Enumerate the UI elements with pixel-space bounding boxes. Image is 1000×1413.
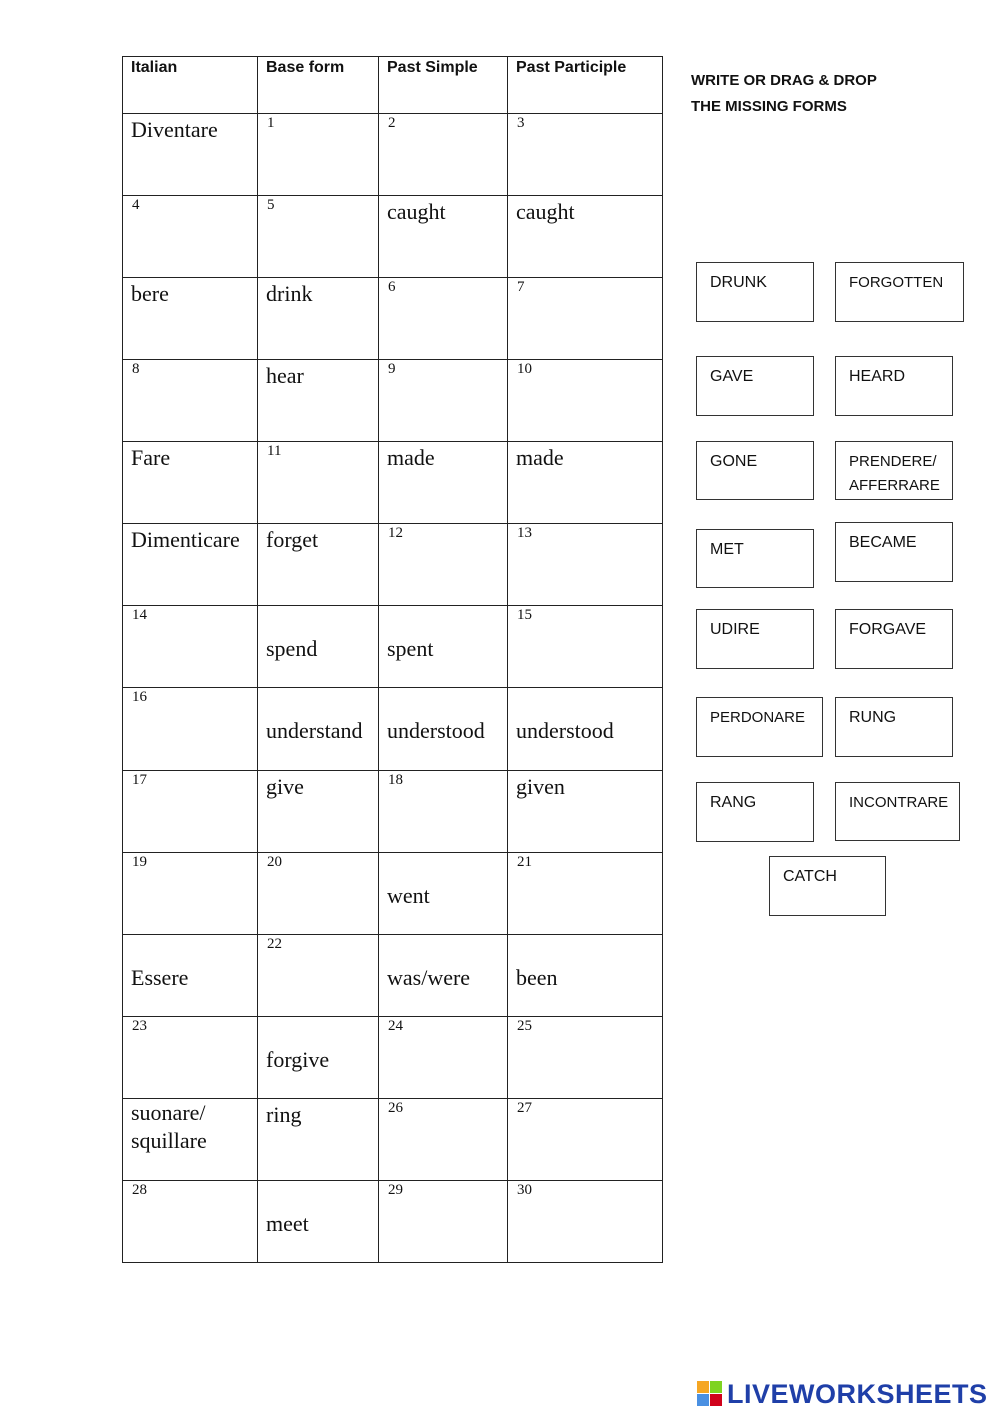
gap-number: 24 (388, 1017, 403, 1034)
word-tile[interactable]: BECAME (835, 522, 953, 582)
answer-input-italian[interactable] (149, 200, 251, 270)
cell-base-form (258, 1098, 379, 1180)
cell-past-participle (508, 852, 663, 934)
answer-input-past-simple[interactable] (405, 364, 501, 434)
cell-past-simple (379, 1016, 508, 1098)
answer-input-past-simple[interactable] (405, 775, 501, 845)
instruction-line-1: WRITE OR DRAG & DROP (691, 72, 877, 89)
cell-past-participle (508, 196, 663, 278)
cell-text: forgive (266, 1046, 330, 1072)
cell-text: went (387, 882, 430, 908)
answer-input-base-form[interactable] (284, 446, 372, 516)
cell-text: given (516, 773, 565, 799)
table-body (123, 114, 663, 1263)
cell-text: meet (266, 1210, 309, 1236)
answer-input-past-participle[interactable] (534, 282, 656, 352)
cell-base-form (258, 688, 379, 770)
gap-number: 21 (517, 853, 532, 870)
cell-past-participle (508, 770, 663, 852)
gap-number: 30 (517, 1181, 532, 1198)
answer-input-italian[interactable] (149, 1185, 251, 1255)
answer-input-italian[interactable] (149, 692, 251, 762)
cell-past-simple (379, 114, 508, 196)
cell-text: forget (266, 527, 319, 553)
cell-italian (123, 524, 258, 606)
cell-italian (123, 360, 258, 442)
cell-italian (123, 688, 258, 770)
word-tile[interactable]: DRUNK (696, 262, 814, 322)
table-row (123, 1180, 663, 1262)
cell-past-participle (508, 278, 663, 360)
cell-text: Dimenticare (131, 527, 240, 553)
answer-input-past-simple[interactable] (405, 1103, 501, 1173)
gap-number: 13 (517, 525, 532, 542)
cell-text: spent (387, 636, 434, 662)
answer-input-italian[interactable] (149, 1021, 251, 1091)
word-tile[interactable]: RUNG (835, 697, 953, 757)
logo-icon (697, 1381, 723, 1407)
cell-italian (123, 278, 258, 360)
word-tile[interactable]: PERDONARE (696, 697, 823, 757)
verb-forms-table (122, 56, 663, 1263)
table-row (123, 852, 663, 934)
answer-input-past-simple[interactable] (405, 1185, 501, 1255)
gap-number: 8 (132, 361, 140, 378)
cell-past-participle (508, 360, 663, 442)
word-tile[interactable]: FORGAVE (835, 609, 953, 669)
cell-base-form (258, 442, 379, 524)
cell-past-participle (508, 442, 663, 524)
cell-text: Fare (131, 445, 171, 471)
cell-text: made (516, 445, 564, 471)
table-row (123, 1016, 663, 1098)
cell-text: Essere (131, 964, 189, 990)
answer-input-base-form[interactable] (284, 118, 372, 188)
gap-number: 12 (388, 525, 403, 542)
cell-text: ring (266, 1101, 302, 1127)
table-row (123, 934, 663, 1016)
answer-input-past-participle[interactable] (534, 528, 656, 598)
cell-base-form (258, 770, 379, 852)
answer-input-past-participle[interactable] (534, 857, 656, 927)
cell-base-form (258, 114, 379, 196)
cell-text: spend (266, 636, 318, 662)
cell-past-participle (508, 1016, 663, 1098)
word-tile[interactable]: GAVE (696, 356, 814, 416)
cell-italian (123, 770, 258, 852)
cell-italian (123, 852, 258, 934)
cell-text: understood (387, 718, 485, 744)
header-past-simple: Past Simple (379, 57, 508, 114)
cell-italian (123, 1016, 258, 1098)
answer-input-past-participle[interactable] (534, 610, 656, 680)
cell-past-simple (379, 1180, 508, 1262)
cell-text: understand (266, 718, 363, 744)
table-row (123, 606, 663, 688)
cell-base-form (258, 360, 379, 442)
answer-input-past-simple[interactable] (405, 528, 501, 598)
table-row (123, 1098, 663, 1180)
gap-number: 5 (267, 197, 275, 214)
header-past-participle: Past Participle (508, 57, 663, 114)
table-row (123, 524, 663, 606)
cell-italian (123, 114, 258, 196)
cell-text: was/were (387, 964, 471, 990)
cell-text: caught (387, 199, 446, 225)
cell-base-form (258, 524, 379, 606)
cell-text (131, 1099, 251, 1155)
cell-base-form (258, 278, 379, 360)
cell-base-form (258, 1016, 379, 1098)
cell-text: caught (516, 199, 575, 225)
answer-input-past-simple[interactable] (405, 118, 501, 188)
cell-past-simple (379, 442, 508, 524)
instruction-line-2: THE MISSING FORMS (691, 98, 847, 115)
word-tile[interactable]: FORGOTTEN (835, 262, 964, 322)
cell-past-participle (508, 1098, 663, 1180)
gap-number: 9 (388, 361, 396, 378)
cell-text: drink (266, 281, 313, 307)
gap-number: 29 (388, 1181, 403, 1198)
answer-input-base-form[interactable] (284, 857, 372, 927)
gap-number: 17 (132, 771, 147, 788)
cell-text: bere (131, 281, 169, 307)
gap-number: 14 (132, 607, 147, 624)
word-tile[interactable]: CATCH (769, 856, 886, 916)
gap-number: 1 (267, 115, 275, 131)
logo-text: LIVEWORKSHEETS (727, 1378, 988, 1409)
cell-past-simple (379, 606, 508, 688)
cell-text: Diventare (131, 117, 218, 142)
gap-number: 19 (132, 853, 147, 870)
gap-number: 20 (267, 853, 282, 870)
cell-past-simple (379, 934, 508, 1016)
word-tile[interactable]: INCONTRARE (835, 782, 960, 841)
word-tile[interactable]: GONE (696, 441, 814, 500)
header-italian: Italian (123, 57, 258, 114)
cell-past-simple (379, 524, 508, 606)
word-tile[interactable]: MET (696, 529, 814, 588)
gap-number: 10 (517, 361, 532, 378)
cell-base-form (258, 196, 379, 278)
answer-input-past-participle[interactable] (534, 1185, 656, 1255)
answer-input-base-form[interactable] (284, 200, 372, 270)
word-tile[interactable]: UDIRE (696, 609, 814, 669)
cell-past-simple (379, 360, 508, 442)
answer-input-italian[interactable] (149, 775, 251, 845)
gap-number: 4 (132, 197, 140, 214)
cell-text-line: squillare (131, 1127, 207, 1153)
table-row (123, 688, 663, 770)
answer-input-base-form[interactable] (284, 939, 372, 1009)
gap-number: 28 (132, 1181, 147, 1198)
gap-number: 6 (388, 279, 396, 296)
word-tile[interactable] (835, 441, 953, 500)
gap-number: 22 (267, 935, 282, 952)
gap-number: 2 (388, 115, 396, 131)
cell-text: been (516, 964, 558, 990)
cell-italian (123, 1098, 258, 1180)
gap-number: 18 (388, 771, 403, 788)
gap-number: 15 (517, 607, 532, 624)
table-row (123, 442, 663, 524)
gap-number: 26 (388, 1099, 403, 1116)
answer-input-past-simple[interactable] (405, 1021, 501, 1091)
table-row (123, 278, 663, 360)
cell-text-line: suonare/ (131, 1099, 206, 1125)
gap-number: 11 (267, 443, 282, 460)
cell-past-participle (508, 606, 663, 688)
cell-base-form (258, 1180, 379, 1262)
gap-number: 16 (132, 689, 147, 706)
cell-past-participle (508, 524, 663, 606)
cell-past-simple (379, 196, 508, 278)
gap-number: 25 (517, 1017, 532, 1034)
cell-past-participle (508, 114, 663, 196)
cell-past-participle (508, 934, 663, 1016)
cell-base-form (258, 934, 379, 1016)
table-header-row (123, 57, 663, 114)
word-tile[interactable]: RANG (696, 782, 814, 842)
cell-past-simple (379, 770, 508, 852)
cell-italian (123, 196, 258, 278)
gap-number: 27 (517, 1099, 532, 1116)
answer-input-italian[interactable] (149, 364, 251, 434)
cell-text: understood (516, 718, 614, 744)
cell-text: hear (266, 363, 304, 389)
answer-input-italian[interactable] (149, 857, 251, 927)
gap-number: 23 (132, 1017, 147, 1034)
cell-italian (123, 1180, 258, 1262)
table-row (123, 770, 663, 852)
header-base-form: Base form (258, 57, 379, 114)
word-tile-line: PRENDERE/ (849, 453, 937, 470)
cell-text: give (266, 773, 304, 799)
cell-past-participle (508, 688, 663, 770)
answer-input-italian[interactable] (149, 610, 251, 680)
cell-italian (123, 934, 258, 1016)
cell-past-simple (379, 688, 508, 770)
cell-past-participle (508, 1180, 663, 1262)
table-row (123, 114, 663, 196)
cell-base-form (258, 852, 379, 934)
answer-input-past-participle[interactable] (534, 1021, 656, 1091)
word-tile[interactable]: HEARD (835, 356, 953, 416)
cell-italian (123, 442, 258, 524)
answer-input-past-participle[interactable] (534, 364, 656, 434)
cell-past-simple (379, 278, 508, 360)
gap-number: 7 (517, 279, 525, 296)
answer-input-past-participle[interactable] (534, 118, 656, 188)
cell-past-simple (379, 1098, 508, 1180)
cell-italian (123, 606, 258, 688)
gap-number: 3 (517, 115, 525, 131)
cell-text: made (387, 445, 435, 471)
cell-base-form (258, 606, 379, 688)
answer-input-past-simple[interactable] (405, 282, 501, 352)
cell-past-simple (379, 852, 508, 934)
word-tile-line: AFFERRARE (849, 477, 940, 494)
answer-input-past-participle[interactable] (534, 1103, 656, 1173)
instructions (691, 68, 877, 120)
liveworksheets-logo (697, 1379, 988, 1409)
table-row (123, 196, 663, 278)
table-row (123, 360, 663, 442)
